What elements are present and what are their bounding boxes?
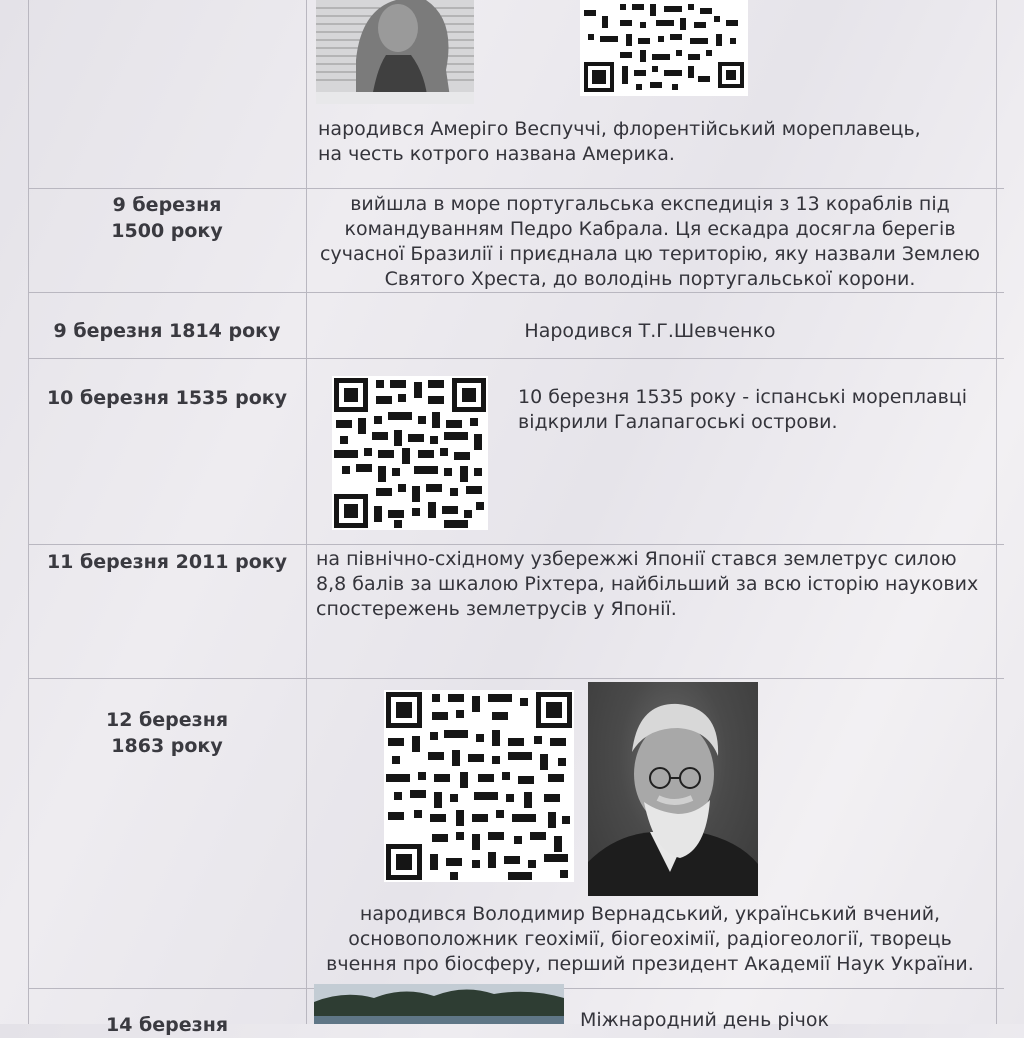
event-text-line: Святого Хреста, до володінь португальської корони.: [384, 268, 916, 290]
event-text-line: народився Амеріго Веспуччі, флорентійський мореплавець,: [318, 118, 921, 140]
qr-code[interactable]: [580, 0, 748, 96]
event-text-line: на північно-східному узбережжі Японії стався землетрус силою: [316, 548, 957, 570]
event-text-line: вчення про біосферу, перший президент Академії Наук України.: [326, 953, 974, 975]
event-text-line: вийшла в море португальська експедиція з 13 кораблів під: [350, 193, 950, 215]
event-date: [28, 707, 306, 759]
event-date: [28, 318, 306, 344]
event-text: [312, 192, 988, 292]
event-date: [28, 1012, 306, 1038]
event-date: [28, 192, 306, 244]
table-border-right: [996, 0, 997, 1024]
row-divider: [28, 678, 1004, 679]
date-line: 1863 року: [111, 735, 223, 757]
vespucci-engraving: [316, 0, 474, 104]
event-text-line: основоположник геохімії, біогеохімії, радіогеології, творець: [348, 928, 952, 950]
row-divider: [28, 292, 1004, 293]
event-date: [28, 385, 306, 411]
row-divider: [28, 358, 1004, 359]
qr-code[interactable]: [332, 376, 488, 530]
row-divider: [28, 188, 1004, 189]
event-text-line: командуванням Педро Кабрала. Ця ескадра досягла берегів: [344, 218, 956, 240]
event-text-line: на честь котрого названа Америка.: [318, 143, 675, 165]
river-photo: [314, 984, 564, 1024]
event-text-line: спостережень землетрусів у Японії.: [316, 598, 677, 620]
date-line: 14 березня: [105, 1014, 229, 1036]
date-line: 10 березня 1535 року: [46, 387, 288, 409]
qr-code[interactable]: [384, 690, 574, 882]
event-text-line: сучасної Бразилії і приєднала цю територію, яку назвали Землею: [320, 243, 980, 265]
date-line: 11 березня 2011 року: [46, 551, 288, 573]
event-date: [28, 549, 306, 575]
event-text-line: відкрили Галапагоські острови.: [518, 411, 838, 433]
table-column-divider: [306, 0, 307, 1024]
event-text-line: 10 березня 1535 року - іспанські мореплавці: [518, 386, 968, 408]
event-text-line: народився Володимир Вернадський, український вчений,: [359, 903, 941, 925]
table-border-left: [28, 0, 29, 1024]
event-text-line: Народився Т.Г.Шевченко: [524, 320, 776, 342]
date-line: 12 березня: [105, 709, 229, 731]
date-line: 1500 року: [111, 220, 223, 242]
event-text-line: 8,8 балів за шкалою Ріхтера, найбільший за всю історію наукових: [316, 573, 979, 595]
date-line: 9 березня: [112, 194, 222, 216]
date-line: 9 березня 1814 року: [53, 320, 281, 342]
row-divider: [28, 544, 1004, 545]
vernadsky-portrait: [588, 682, 758, 896]
event-text: [580, 1008, 829, 1033]
event-text: [312, 319, 988, 344]
event-text: [312, 902, 988, 977]
event-text-line: Міжнародний день річок: [580, 1009, 829, 1031]
event-text: [316, 547, 978, 622]
event-text: [318, 117, 921, 167]
event-text: [518, 385, 967, 435]
